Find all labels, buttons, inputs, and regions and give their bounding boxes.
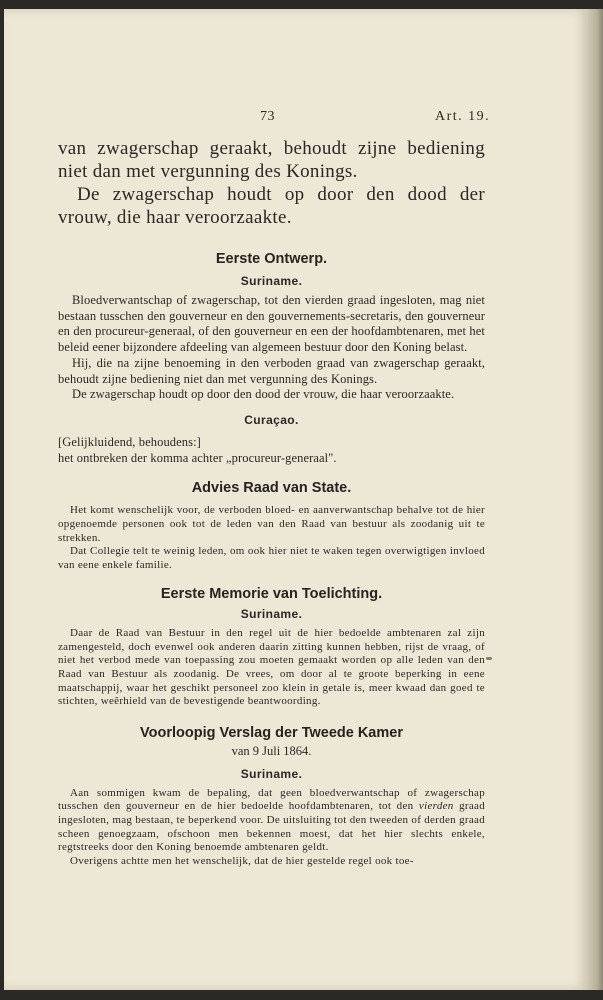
section-title-eerste-ontwerp: Eerste Ontwerp.	[215, 251, 328, 267]
subheading-curacao: Curaçao.	[244, 412, 299, 427]
lead-line: van zwagerschap geraakt, behoudt zijne bediening	[58, 138, 485, 159]
paragraph: Het komt wenschelijk voor, de verboden bloed- en aanverwantschap behalve tot de hier opgenoemde personen ook tot de leden van den Raad van bestuur als zoodanig uit te strekken.	[58, 504, 485, 544]
margin-mark	[486, 657, 492, 660]
paragraph: Overigens achtte men het wenschelijk, dat de hier gestelde regel ook toe-	[70, 854, 414, 867]
subheading-suriname: Suriname.	[240, 766, 303, 781]
paragraph: De zwagerschap houdt op door den dood der vrouw, die haar veroorzaakte.	[72, 387, 455, 402]
eerste-ontwerp-suriname-text	[58, 293, 485, 403]
running-header	[4, 109, 588, 127]
lead-line: De zwagerschap houdt op door den dood der	[77, 184, 485, 205]
section-title-advies: Advies Raad van State.	[191, 480, 352, 497]
paragraph: Daar de Raad van Bestuur in den regel uit de hier bedoelde ambtenaren zal zijn zamengesteld, doch evenwel ook anderen daarin zitting kunnen hebben, rijst de vraag, of niet het verbod mede van toepassing zou moeten gemaakt worden op alle leden van den Raad van Bestuur als zoodanig. De vrees, om door al te groote beperking in eene maatschappij, waar het geschikt personeel zoo klein in getale is, meer kwaad dan goed te stichten, weêrhield van de bevestigende beantwoording.	[58, 627, 485, 708]
curacao-text	[58, 435, 485, 466]
page-edge	[588, 9, 603, 990]
italic-word: vierden	[418, 800, 454, 813]
paragraph: Hij, die na zijne benoeming in den verboden graad van zwagerschap geraakt, behoudt zijne bediening niet dan met vergunning des Konings.	[58, 355, 485, 386]
page-number: 73	[260, 109, 275, 124]
verslag-date: van 9 Juli 1864.	[231, 743, 312, 758]
verslag-text	[58, 787, 485, 869]
article-reference: Art. 19.	[435, 109, 491, 124]
section-title-verslag: Voorloopig Verslag der Tweede Kamer	[140, 724, 403, 741]
lead-line: niet dan met vergunning des Konings.	[58, 161, 358, 182]
book-page	[4, 9, 588, 990]
paragraph: Dat Collegie telt te weinig leden, om ook hier niet te waken tegen overwigtigen invloed van eene enkele familie.	[58, 545, 485, 571]
section-title-memorie: Eerste Memorie van Toelichting.	[160, 586, 383, 603]
page-content	[58, 137, 485, 868]
paragraph: Bloedverwantschap of zwagerschap, tot den vierden graad ingesloten, mag niet bestaan tusschen den gouverneur en den gouvernements-secretaris, den gouverneur en den procureur-generaal, of den gouverneur en een der hoofdambtenaren, met het beleid eener bijzondere afdeeling van algemeen bestuur door den Koning belast.	[58, 293, 485, 355]
article-continuation	[58, 137, 485, 229]
advies-text	[58, 504, 485, 572]
subheading-suriname: Suriname.	[240, 607, 303, 622]
paragraph: Aan sommigen kwam de bepaling, dat geen bloedverwantschap of zwagerschap tusschen den gouverneur en de hier bedoelde hoofdambtenaren, tot den vierden graad ingesloten, mag bestaan, te beperkend voor. De uitsluiting tot den tweeden of derden graad scheen genoegzaam, ofschoon men bekennen moest, dat het hier slechts enkele, regtstreeks door den Koning benoemde ambtenaren geldt.	[58, 786, 485, 854]
memorie-text	[58, 627, 485, 709]
text-line: het ontbreken der komma achter „procureur-generaal".	[58, 450, 337, 465]
subheading-suriname: Suriname.	[240, 274, 303, 288]
lead-line: vrouw, die haar veroorzaakte.	[58, 207, 292, 228]
text-line: [Gelijkluidend, behoudens:]	[58, 434, 201, 449]
